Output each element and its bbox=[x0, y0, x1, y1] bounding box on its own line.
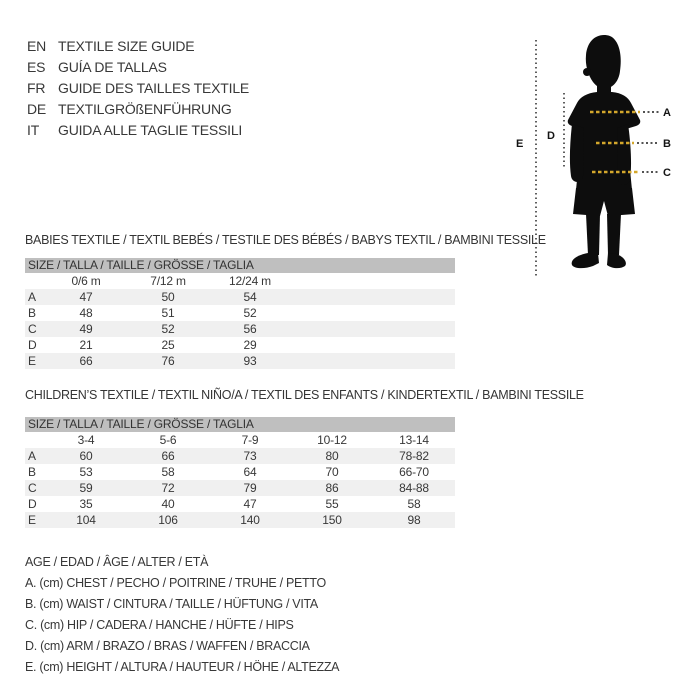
row-label-spacer bbox=[25, 273, 45, 289]
language-row bbox=[27, 57, 249, 78]
table-cell: 48 bbox=[79, 306, 93, 320]
row-label: D bbox=[28, 338, 37, 352]
language-row bbox=[27, 78, 249, 99]
table-cell: 21 bbox=[79, 338, 93, 352]
legend-line-chest: A. (cm) CHEST / PECHO / POITRINE / TRUHE / PETTO bbox=[25, 576, 326, 590]
measurement-legend bbox=[25, 552, 339, 678]
column-header: 12/24 m bbox=[229, 274, 271, 288]
figure-label-e: E bbox=[516, 138, 524, 150]
figure-label-c: C bbox=[663, 167, 671, 179]
table-cell: 35 bbox=[79, 497, 93, 511]
guide-title: TEXTILE SIZE GUIDE bbox=[58, 38, 195, 54]
table-row bbox=[25, 448, 455, 464]
table-cell: 52 bbox=[161, 322, 175, 336]
language-code: FR bbox=[27, 80, 46, 96]
table-cell: 78-82 bbox=[399, 449, 429, 463]
children-section-heading: CHILDREN’S TEXTILE / TEXTIL NIÑO/A / TEXTIL DES ENFANTS / KINDERTEXTIL / BAMBINI TESSILE bbox=[25, 388, 584, 402]
legend-line-waist: B. (cm) WAIST / CINTURA / TAILLE / HÜFTUNG / VITA bbox=[25, 597, 318, 611]
table-cell: 80 bbox=[325, 449, 339, 463]
row-label: B bbox=[28, 306, 36, 320]
table-cell: 58 bbox=[161, 465, 175, 479]
legend-line-height: E. (cm) HEIGHT / ALTURA / HAUTEUR / HÖHE / ALTEZZA bbox=[25, 660, 340, 674]
language-row bbox=[27, 120, 249, 141]
column-header: 7/12 m bbox=[150, 274, 186, 288]
table-cell: 40 bbox=[161, 497, 175, 511]
size-header-bar: SIZE / TALLA / TAILLE / GRÖSSE / TAGLIA bbox=[25, 258, 455, 273]
table-cell: 49 bbox=[79, 322, 93, 336]
table-row bbox=[25, 305, 455, 321]
language-code: ES bbox=[27, 59, 46, 75]
language-code: EN bbox=[27, 38, 47, 54]
row-label: D bbox=[28, 497, 37, 511]
figure-label-d: D bbox=[547, 130, 555, 142]
table-cell: 86 bbox=[325, 481, 339, 495]
table-cell: 55 bbox=[325, 497, 339, 511]
row-label-spacer bbox=[25, 432, 45, 448]
table-row bbox=[25, 289, 455, 305]
column-header: 10-12 bbox=[317, 433, 347, 447]
table-cell: 56 bbox=[243, 322, 257, 336]
table-row bbox=[25, 353, 455, 369]
table-cell: 84-88 bbox=[399, 481, 429, 495]
table-cell: 93 bbox=[243, 354, 257, 368]
column-header: 0/6 m bbox=[71, 274, 101, 288]
guide-title: GUÍA DE TALLAS bbox=[58, 59, 167, 75]
children-size-table bbox=[25, 417, 455, 528]
table-cell: 72 bbox=[161, 481, 175, 495]
table-row bbox=[25, 464, 455, 480]
column-header-row bbox=[25, 432, 455, 448]
table-cell: 70 bbox=[325, 465, 339, 479]
table-cell: 50 bbox=[161, 290, 175, 304]
row-label: B bbox=[28, 465, 36, 479]
table-cell: 79 bbox=[243, 481, 257, 495]
table-cell: 51 bbox=[161, 306, 175, 320]
table-cell: 150 bbox=[322, 513, 342, 527]
table-cell: 29 bbox=[243, 338, 257, 352]
language-title-list bbox=[27, 36, 249, 141]
babies-section-heading: BABIES TEXTILE / TEXTIL BEBÉS / TESTILE DES BÉBÉS / BABYS TEXTIL / BAMBINI TESSILE bbox=[25, 233, 546, 247]
table-row bbox=[25, 512, 455, 528]
column-header: 7-9 bbox=[241, 433, 259, 447]
table-cell: 66 bbox=[79, 354, 93, 368]
table-cell: 140 bbox=[240, 513, 260, 527]
child-silhouette bbox=[568, 35, 641, 268]
table-cell: 59 bbox=[79, 481, 93, 495]
table-cell: 98 bbox=[407, 513, 421, 527]
table-cell: 64 bbox=[243, 465, 257, 479]
table-cell: 104 bbox=[76, 513, 96, 527]
table-cell: 60 bbox=[79, 449, 93, 463]
table-row bbox=[25, 480, 455, 496]
table-row bbox=[25, 337, 455, 353]
legend-line-arm: D. (cm) ARM / BRAZO / BRAS / WAFFEN / BRACCIA bbox=[25, 639, 310, 653]
language-row bbox=[27, 99, 249, 120]
table-cell: 73 bbox=[243, 449, 257, 463]
table-cell: 66-70 bbox=[399, 465, 429, 479]
row-label: A bbox=[28, 290, 36, 304]
table-cell: 52 bbox=[243, 306, 257, 320]
table-cell: 25 bbox=[161, 338, 175, 352]
table-cell: 76 bbox=[161, 354, 175, 368]
table-cell: 47 bbox=[79, 290, 93, 304]
language-code: DE bbox=[27, 101, 47, 117]
table-row bbox=[25, 496, 455, 512]
row-label: E bbox=[28, 354, 36, 368]
babies-size-table bbox=[25, 258, 455, 369]
guide-title: GUIDA ALLE TAGLIE TESSILI bbox=[58, 122, 243, 138]
language-row bbox=[27, 36, 249, 57]
column-header: 13-14 bbox=[399, 433, 429, 447]
table-cell: 53 bbox=[79, 465, 93, 479]
legend-line-hip: C. (cm) HIP / CADERA / HANCHE / HÜFTE / HIPS bbox=[25, 618, 294, 632]
table-cell: 54 bbox=[243, 290, 257, 304]
figure-label-b: B bbox=[663, 138, 671, 150]
table-cell: 66 bbox=[161, 449, 175, 463]
row-label: E bbox=[28, 513, 36, 527]
column-header-row bbox=[25, 273, 455, 289]
figure-label-a: A bbox=[663, 107, 671, 119]
guide-title: TEXTILGRÖßENFÜHRUNG bbox=[58, 101, 232, 117]
age-legend-line: AGE / EDAD / ÂGE / ALTER / ETÀ bbox=[25, 555, 209, 569]
guide-title: GUIDE DES TAILLES TEXTILE bbox=[58, 80, 250, 96]
size-header-bar: SIZE / TALLA / TAILLE / GRÖSSE / TAGLIA bbox=[25, 417, 455, 432]
table-row bbox=[25, 321, 455, 337]
language-code: IT bbox=[27, 122, 40, 138]
row-label: A bbox=[28, 449, 36, 463]
table-cell: 47 bbox=[243, 497, 257, 511]
column-header: 5-6 bbox=[159, 433, 177, 447]
column-header: 3-4 bbox=[77, 433, 95, 447]
table-cell: 58 bbox=[407, 497, 421, 511]
row-label: C bbox=[28, 481, 37, 495]
table-cell: 106 bbox=[158, 513, 178, 527]
row-label: C bbox=[28, 322, 37, 336]
